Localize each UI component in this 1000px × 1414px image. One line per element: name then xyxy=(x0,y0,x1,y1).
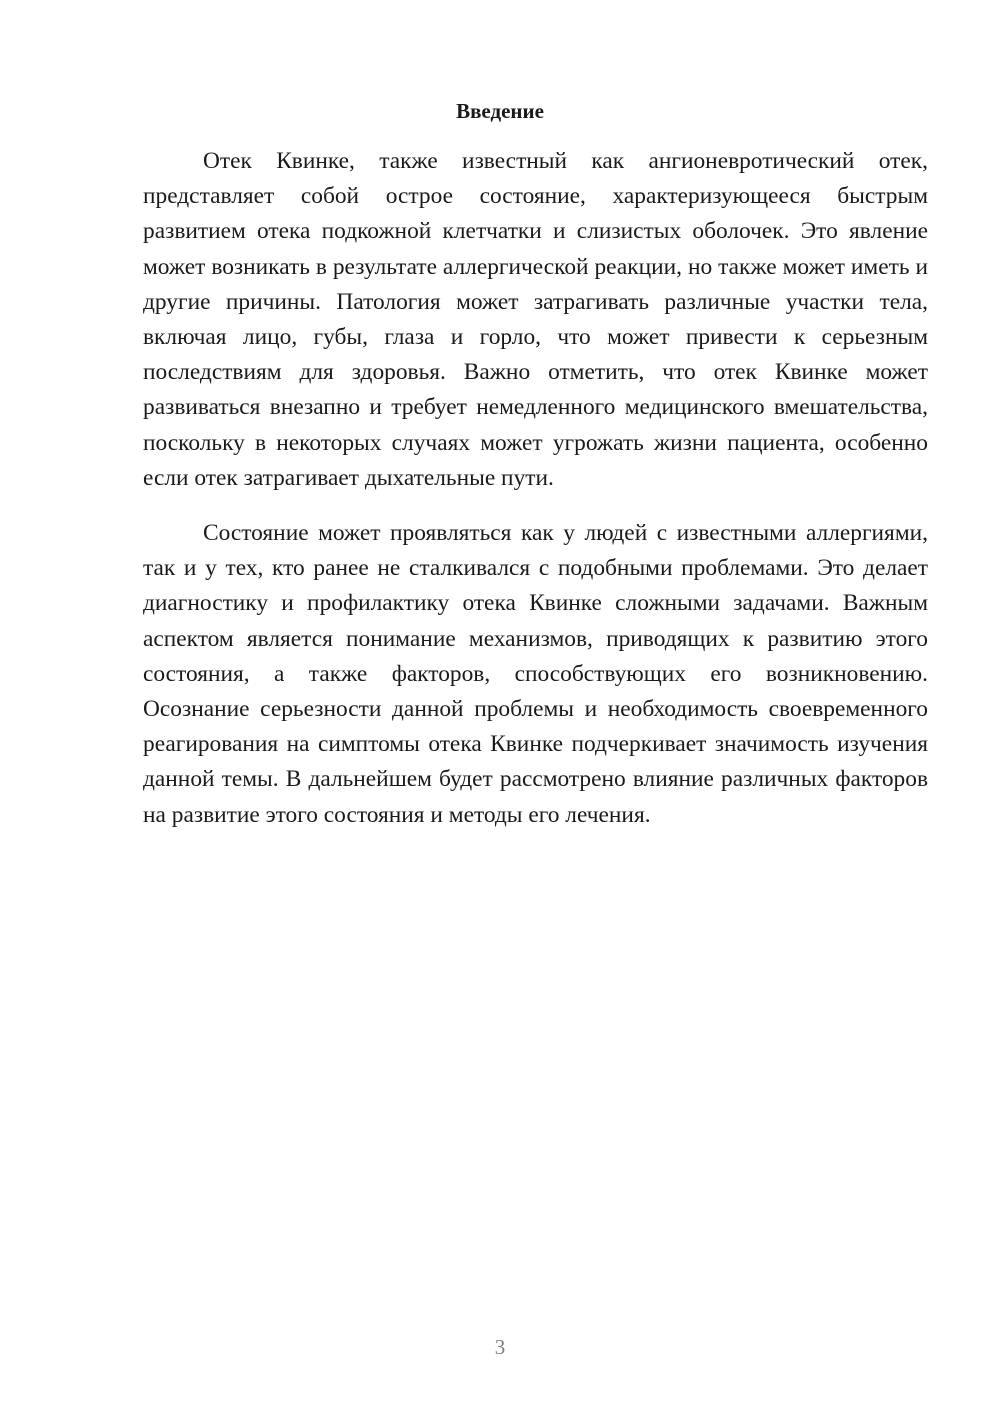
page-number: 3 xyxy=(494,1335,506,1359)
paragraph-1: Отек Квинке, также известный как ангионевротический отек, представляет собой острое состояние, характеризующееся быстрым развитием отека подкожной клетчатки и слизистых оболочек. Это явление может возникать в результате аллергической реакции, но также может иметь и другие причины. Патология может затрагивать различные участки тела, включая лицо, губы, глаза и горло, что может привести к серьезным последствиям для здоровья. Важно отметить, что отек Квинке может развиваться внезапно и требует немедленного медицинского вмешательства, поскольку в некоторых случаях может угрожать жизни пациента, особенно если отек затрагивает дыхательные пути. xyxy=(143,148,928,491)
paragraph-2: Состояние может проявляться как у людей с известными аллергиями, так и у тех, кто ранее не сталкивался с подобными проблемами. Это делает диагностику и профилактику отека Квинке сложными задачами. Важным аспектом является понимание механизмов, приводящих к развитию этого состояния, а также факторов, способствующих его возникновению. Осознание серьезности данной проблемы и необходимость своевременного реагирования на симптомы отека Квинке подчеркивает значимость изучения данной темы. В дальнейшем будет рассмотрено влияние различных факторов на развитие этого состояния и методы его лечения. xyxy=(143,520,928,828)
body-text xyxy=(143,144,928,833)
section-heading: Введение xyxy=(456,99,544,123)
